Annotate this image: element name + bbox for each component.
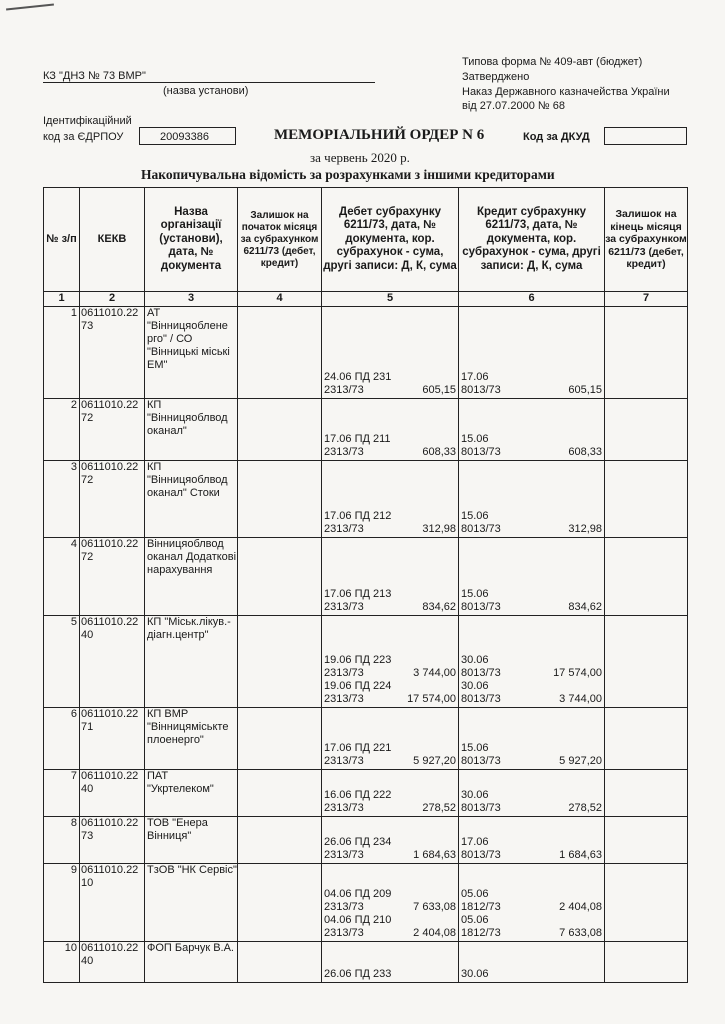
entry-account: 8013/73 (461, 522, 501, 535)
opening-balance (238, 707, 322, 769)
row-number: 5 (70, 615, 77, 628)
entry-amount: 608,33 (568, 445, 602, 458)
credit-entry (461, 888, 602, 914)
col-header-no: № з/п (44, 188, 80, 292)
closing-balance (605, 941, 688, 982)
debit-cell (322, 306, 459, 398)
debit-cell (322, 398, 459, 460)
debit-cell (322, 615, 459, 707)
entry-account: 2313/73 (324, 926, 364, 939)
edrpou-code: 20093386 (139, 127, 236, 145)
table-row (44, 816, 688, 863)
debit-entry (324, 654, 456, 680)
opening-balance (238, 460, 322, 537)
col-header-debit: Дебет субрахунку 6211/73, дата, № документа, кор. субрахунок - сума, другі записи: Д, К, сума (322, 188, 459, 292)
entry-amount: 834,62 (422, 600, 456, 613)
entry-account: 8013/73 (461, 666, 501, 679)
organization-name: ПАТ "Укртелеком" (147, 769, 214, 795)
credit-entry (461, 588, 602, 614)
entry-account: 8013/73 (461, 754, 501, 767)
kekv-code: 0611010.2240 (81, 941, 139, 967)
entry-amount: 278,52 (422, 801, 456, 814)
entry-amount: 312,98 (422, 522, 456, 535)
row-number: 7 (70, 769, 77, 782)
closing-balance (605, 816, 688, 863)
header-row (44, 188, 688, 292)
kekv-code: 0611010.2273 (81, 816, 139, 842)
opening-balance (238, 941, 322, 982)
debit-cell (322, 941, 459, 982)
entry-account: 2313/73 (324, 666, 364, 679)
opening-balance (238, 306, 322, 398)
entry-amount: 17 574,00 (407, 692, 456, 705)
table-row (44, 863, 688, 941)
entry-date-doc: 30.06 (461, 788, 489, 801)
debit-cell (322, 707, 459, 769)
entry-date-doc: 19.06 ПД 223 (324, 653, 392, 666)
credit-entry (461, 510, 602, 536)
entry-date-doc: 15.06 (461, 509, 489, 522)
debit-entry (324, 433, 456, 459)
organization-name: Вінницяоблвод оканал Додаткові нарахування (147, 537, 237, 576)
entry-date-doc: 30.06 (461, 653, 489, 666)
credit-cell (459, 941, 605, 982)
entry-date-doc: 16.06 ПД 222 (324, 788, 392, 801)
credit-cell (459, 460, 605, 537)
col-number: 4 (238, 292, 322, 307)
entry-date-doc: 05.06 (461, 913, 489, 926)
col-header-org: Назва організації (установи), дата, № документа (145, 188, 238, 292)
organization-name: ТзОВ "НК Сервіс" (147, 863, 237, 876)
institution-name: КЗ "ДНЗ № 73 ВМР" (43, 70, 375, 83)
kekv-code: 0611010.2272 (81, 460, 139, 486)
debit-entry (324, 742, 456, 768)
entry-account: 2313/73 (324, 445, 364, 458)
period: за червень 2020 р. (310, 150, 410, 165)
entry-account: 8013/73 (461, 445, 501, 458)
entry-account: 8013/73 (461, 692, 501, 705)
dkud-label: Код за ДКУД (523, 131, 590, 143)
kekv-code: 0611010.2272 (81, 537, 139, 563)
entry-amount: 5 927,20 (559, 754, 602, 767)
closing-balance (605, 615, 688, 707)
credit-entry (461, 371, 602, 397)
entry-date-doc: 17.06 ПД 212 (324, 509, 392, 522)
entry-date-doc: 30.06 (461, 967, 489, 980)
debit-cell (322, 816, 459, 863)
debit-entry (324, 371, 456, 397)
organization-name: ФОП Барчук В.А. (147, 941, 234, 954)
closing-balance (605, 769, 688, 816)
debit-cell (322, 537, 459, 615)
table-row (44, 941, 688, 982)
entry-date-doc: 15.06 (461, 432, 489, 445)
ledger-table (43, 187, 688, 983)
credit-cell (459, 769, 605, 816)
order-ref: Наказ Державного казначейства України (462, 86, 670, 98)
col-number: 1 (44, 292, 80, 307)
table-row (44, 615, 688, 707)
scan-mark (6, 3, 54, 10)
table-row (44, 707, 688, 769)
organization-name: КП ВМР "Вінницяміськте плоенерго" (147, 707, 229, 746)
row-number: 3 (70, 460, 77, 473)
kekv-code: 0611010.2210 (81, 863, 139, 889)
identification-label: Ідентифікаційний (43, 115, 132, 127)
closing-balance (605, 707, 688, 769)
ledger-title: Накопичувальна відомість за розрахунками з іншими кредиторами (141, 167, 555, 182)
opening-balance (238, 537, 322, 615)
credit-entry (461, 836, 602, 862)
debit-entry (324, 680, 456, 706)
closing-balance (605, 398, 688, 460)
organization-name: АТ "Вінницяоблене рго" / СО "Вінницькі міські ЕМ" (147, 306, 230, 371)
col-header-opening: Залишок на початок місяця за субрахунком 6211/73 (дебет, кредит) (238, 188, 322, 292)
col-number: 3 (145, 292, 238, 307)
entry-amount: 5 927,20 (413, 754, 456, 767)
table-row (44, 460, 688, 537)
entry-amount: 278,52 (568, 801, 602, 814)
credit-entry (461, 789, 602, 815)
row-number: 10 (64, 941, 77, 954)
entry-amount: 605,15 (568, 383, 602, 396)
entry-date-doc: 05.06 (461, 887, 489, 900)
entry-account: 8013/73 (461, 848, 501, 861)
credit-cell (459, 863, 605, 941)
debit-entry (324, 510, 456, 536)
row-number: 9 (70, 863, 77, 876)
opening-balance (238, 816, 322, 863)
debit-cell (322, 769, 459, 816)
entry-account: 2313/73 (324, 600, 364, 613)
debit-cell (322, 460, 459, 537)
entry-account: 1812/73 (461, 926, 501, 939)
debit-entry (324, 836, 456, 862)
credit-entry (461, 914, 602, 940)
entry-date-doc: 17.06 (461, 370, 489, 383)
debit-entry (324, 914, 456, 940)
entry-amount: 312,98 (568, 522, 602, 535)
order-date: від 27.07.2000 № 68 (462, 100, 565, 112)
organization-name: КП "Вінницяоблвод оканал" Стоки (147, 460, 228, 499)
credit-cell (459, 707, 605, 769)
entry-amount: 2 404,08 (413, 926, 456, 939)
entry-date-doc: 17.06 (461, 835, 489, 848)
entry-account: 2313/73 (324, 754, 364, 767)
credit-cell (459, 398, 605, 460)
entry-date-doc: 26.06 ПД 234 (324, 835, 392, 848)
entry-account: 2313/73 (324, 801, 364, 814)
debit-entry (324, 888, 456, 914)
kekv-code: 0611010.2240 (81, 615, 139, 641)
credit-entry (461, 968, 602, 981)
entry-account: 8013/73 (461, 600, 501, 613)
credit-entry (461, 433, 602, 459)
entry-date-doc: 26.06 ПД 233 (324, 967, 392, 980)
entry-account: 2313/73 (324, 848, 364, 861)
credit-cell (459, 615, 605, 707)
opening-balance (238, 769, 322, 816)
debit-entry (324, 968, 456, 981)
debit-entry (324, 588, 456, 614)
entry-amount: 7 633,08 (559, 926, 602, 939)
row-number: 8 (70, 816, 77, 829)
opening-balance (238, 615, 322, 707)
col-number: 5 (322, 292, 459, 307)
row-number: 6 (70, 707, 77, 720)
entry-account: 2313/73 (324, 692, 364, 705)
entry-account: 8013/73 (461, 383, 501, 396)
entry-amount: 1 684,63 (413, 848, 456, 861)
col-number: 7 (605, 292, 688, 307)
entry-amount: 834,62 (568, 600, 602, 613)
closing-balance (605, 863, 688, 941)
entry-date-doc: 17.06 ПД 211 (324, 432, 391, 445)
form-type: Типова форма № 409-авт (бюджет) (462, 56, 643, 68)
credit-entry (461, 654, 602, 680)
entry-account: 2313/73 (324, 522, 364, 535)
institution-caption: (назва установи) (163, 85, 249, 97)
approved-label: Затверджено (462, 71, 530, 83)
row-number: 1 (70, 306, 77, 319)
entry-date-doc: 15.06 (461, 587, 489, 600)
kekv-code: 0611010.2272 (81, 398, 139, 424)
entry-date-doc: 15.06 (461, 741, 489, 754)
entry-date-doc: 17.06 ПД 213 (324, 587, 392, 600)
col-header-kekv: КЕКВ (80, 188, 145, 292)
entry-account: 2313/73 (324, 900, 364, 913)
credit-cell (459, 306, 605, 398)
debit-cell (322, 863, 459, 941)
organization-name: КП "Міськ.лікув.-діагн.центр" (147, 615, 231, 641)
col-number: 6 (459, 292, 605, 307)
table-row (44, 306, 688, 398)
entry-amount: 608,33 (422, 445, 456, 458)
kekv-code: 0611010.2240 (81, 769, 139, 795)
kekv-code: 0611010.2273 (81, 306, 139, 332)
entry-amount: 2 404,08 (559, 900, 602, 913)
credit-cell (459, 816, 605, 863)
entry-account: 1812/73 (461, 900, 501, 913)
table-row (44, 398, 688, 460)
credit-entry (461, 742, 602, 768)
debit-entry (324, 789, 456, 815)
opening-balance (238, 398, 322, 460)
column-numbers-row (44, 292, 688, 307)
organization-name: КП "Вінницяоблвод оканал" (147, 398, 228, 437)
closing-balance (605, 537, 688, 615)
entry-amount: 3 744,00 (559, 692, 602, 705)
row-number: 4 (70, 537, 77, 550)
row-number: 2 (70, 398, 77, 411)
dkud-code (604, 127, 687, 145)
col-number: 2 (80, 292, 145, 307)
table-row (44, 769, 688, 816)
credit-cell (459, 537, 605, 615)
entry-account: 2313/73 (324, 383, 364, 396)
organization-name: ТОВ "Енера Вінниця" (147, 816, 208, 842)
closing-balance (605, 306, 688, 398)
col-header-closing: Залишок на кінець місяця за субрахунком 6211/73 (дебет, кредит) (605, 188, 688, 292)
kekv-code: 0611010.2271 (81, 707, 139, 733)
entry-amount: 605,15 (422, 383, 456, 396)
entry-account: 8013/73 (461, 801, 501, 814)
credit-entry (461, 680, 602, 706)
entry-amount: 17 574,00 (553, 666, 602, 679)
table-row (44, 537, 688, 615)
entry-amount: 7 633,08 (413, 900, 456, 913)
closing-balance (605, 460, 688, 537)
order-title: МЕМОРІАЛЬНИЙ ОРДЕР N 6 (274, 127, 485, 143)
opening-balance (238, 863, 322, 941)
entry-date-doc: 30.06 (461, 679, 489, 692)
entry-date-doc: 04.06 ПД 209 (324, 887, 392, 900)
entry-date-doc: 19.06 ПД 224 (324, 679, 392, 692)
entry-date-doc: 04.06 ПД 210 (324, 913, 392, 926)
entry-date-doc: 17.06 ПД 221 (324, 741, 392, 754)
entry-amount: 3 744,00 (413, 666, 456, 679)
entry-amount: 1 684,63 (559, 848, 602, 861)
col-header-credit: Кредит субрахунку 6211/73, дата, № документа, кор. субрахунок - сума, другі записи: Д, К, сума (459, 188, 605, 292)
edrpou-label: код за ЄДРПОУ (43, 131, 124, 143)
entry-date-doc: 24.06 ПД 231 (324, 370, 392, 383)
